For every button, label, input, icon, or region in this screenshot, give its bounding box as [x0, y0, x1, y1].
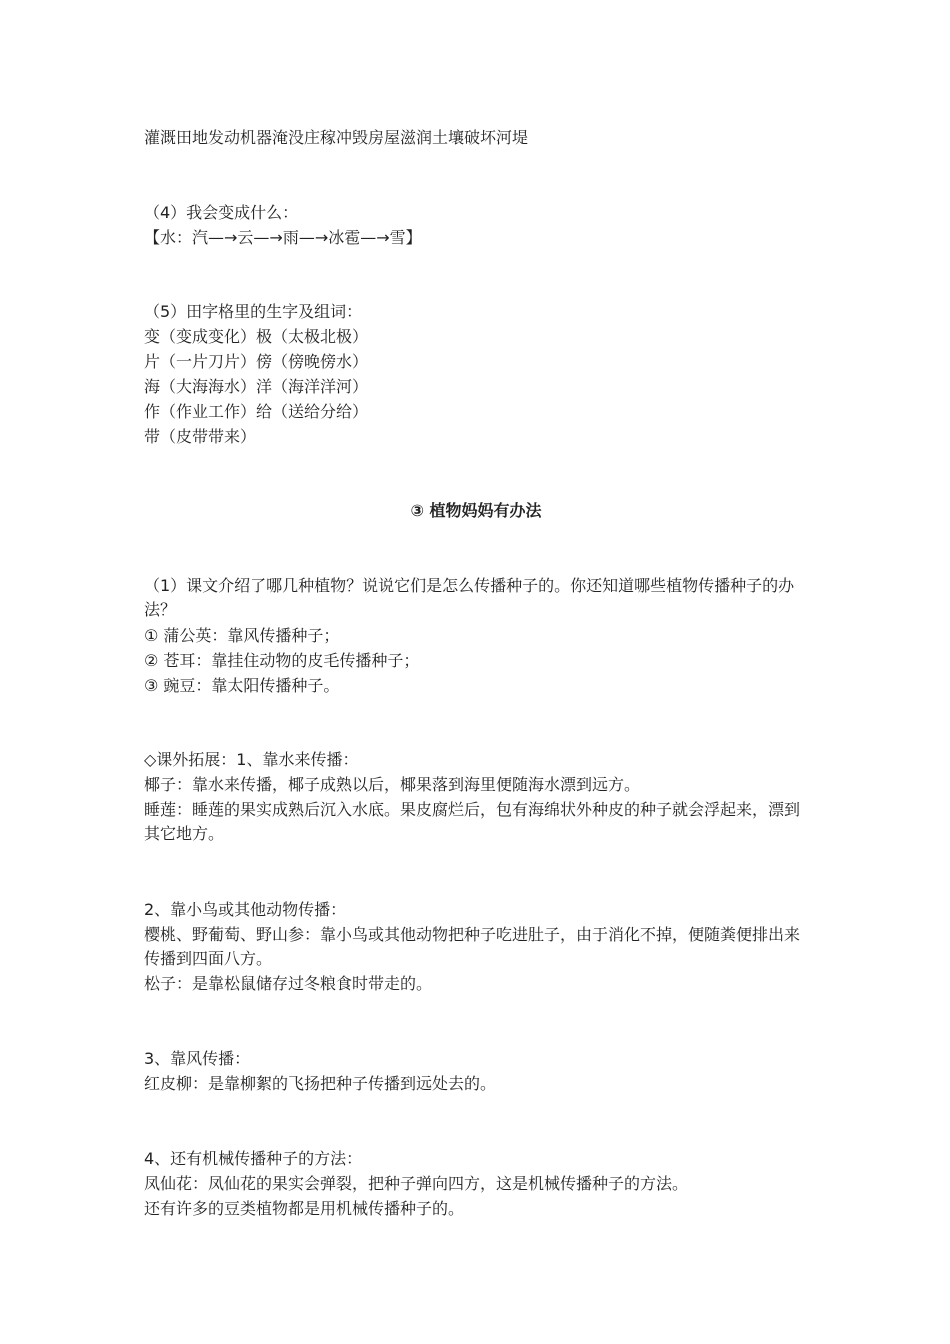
intro-word-list: 灌溉田地发动机器淹没庄稼冲毁房屋滋润土壤破坏河堤 [144, 128, 529, 147]
extension-heading-mechanical: 4、还有机械传播种子的方法： [144, 1149, 363, 1168]
q5-word-line: 作（作业工作）给（送给分给） [144, 402, 369, 421]
extension-line: 凤仙花：凤仙花的果实会弹裂，把种子弹向四方，这是机械传播种子的方法。 [144, 1174, 689, 1193]
q5-word-line: 变（变成变化）极（太极北极） [144, 327, 369, 346]
extension-line: 松子：是靠松鼠储存过冬粮食时带走的。 [144, 974, 433, 993]
q5-heading: （5）田字格里的生字及组词： [144, 302, 363, 321]
q1-heading: （1）课文介绍了哪几种植物？说说它们是怎么传播种子的。你还知道哪些植物传播种子的办法？ [144, 576, 795, 619]
extension-line: 睡莲：睡莲的果实成熟后沉入水底。果皮腐烂后，包有海绵状外种皮的种子就会浮起来，漂到其它地方。 [144, 800, 801, 843]
q5-word-line: 带（皮带带来） [144, 427, 257, 446]
extension-line: 樱桃、野葡萄、野山参：靠小鸟或其他动物把种子吃进肚子，由于消化不掉，便随粪便排出来传播到四面八方。 [144, 925, 801, 968]
q1-answer: ① 蒲公英：靠风传播种子； [144, 626, 340, 645]
q4-heading: （4）我会变成什么： [144, 203, 299, 222]
q4-answer: 【水：汽—→云—→雨—→冰雹—→雪】 [144, 228, 422, 247]
q1-answer: ② 苍耳：靠挂住动物的皮毛传播种子； [144, 651, 420, 670]
extension-line: 红皮柳：是靠柳絮的飞扬把种子传播到远处去的。 [144, 1074, 497, 1093]
extension-heading-water: ◇课外拓展：1、靠水来传播： [144, 750, 359, 769]
extension-heading-wind: 3、靠风传播： [144, 1049, 251, 1068]
q5-word-line: 海（大海海水）洋（海洋洋河） [144, 377, 369, 396]
lesson-title: ③ 植物妈妈有办法 [410, 501, 542, 520]
q1-answer: ③ 豌豆：靠太阳传播种子。 [144, 676, 340, 695]
extension-line: 椰子：靠水来传播，椰子成熟以后，椰果落到海里便随海水漂到远方。 [144, 775, 641, 794]
q5-word-line: 片（一片刀片）傍（傍晚傍水） [144, 352, 369, 371]
extension-line: 还有许多的豆类植物都是用机械传播种子的。 [144, 1199, 465, 1218]
extension-heading-animals: 2、靠小鸟或其他动物传播： [144, 900, 347, 919]
